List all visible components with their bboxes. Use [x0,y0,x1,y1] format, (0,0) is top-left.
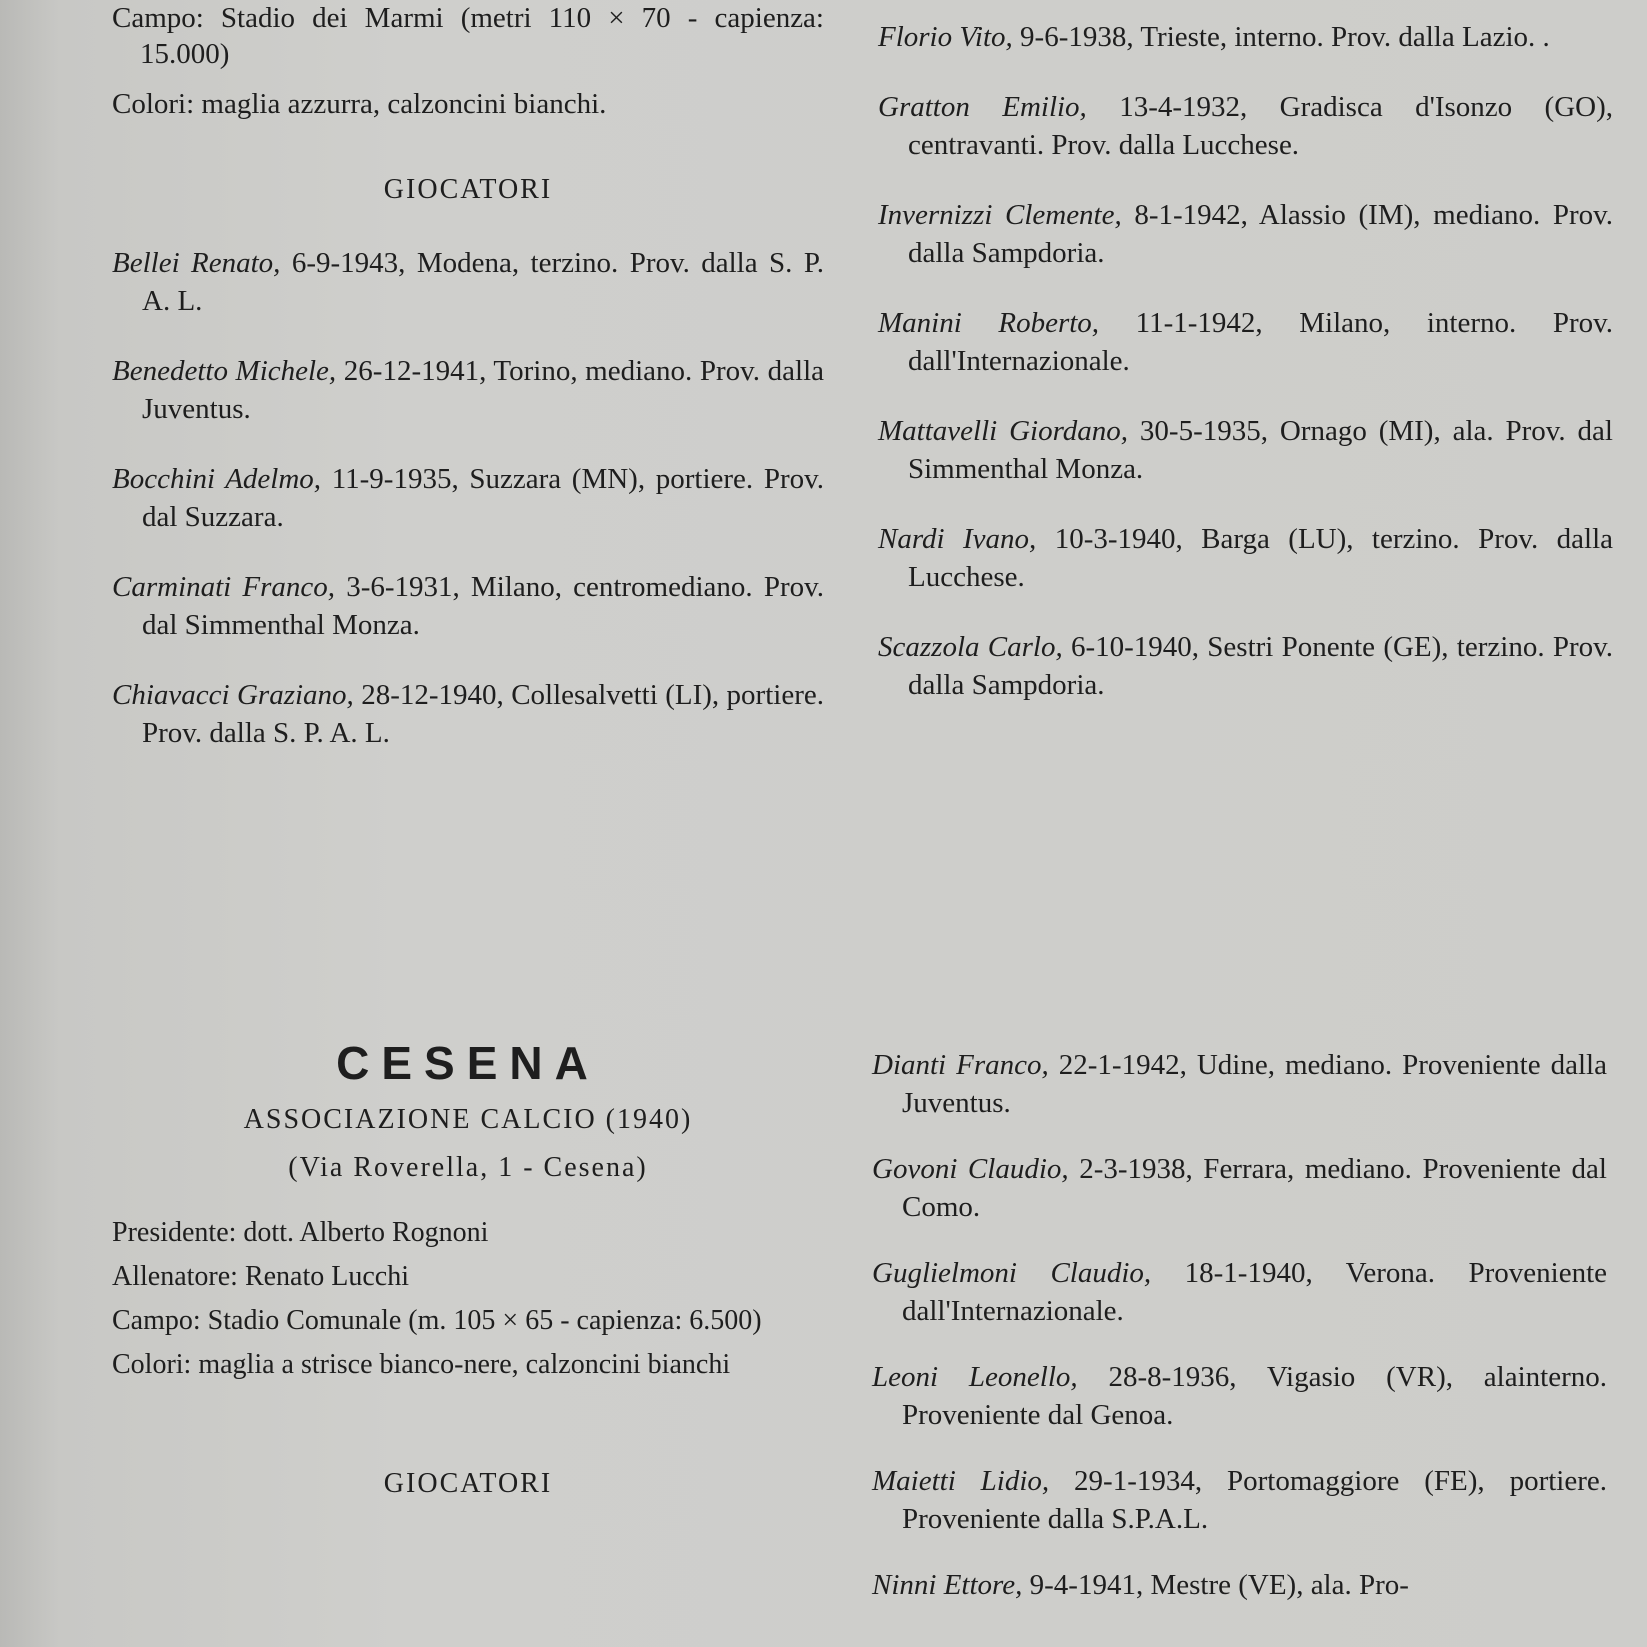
player-entry [878,88,1613,164]
player-name: Nardi Ivano, [878,523,1037,555]
bottom-right-column [872,1046,1607,1604]
player-name: Guglielmoni Claudio, [872,1257,1152,1289]
player-entry [878,18,1613,56]
player-details: 9-4-1941, Mestre (VE), ala. Pro- [1022,1569,1409,1601]
association-name: ASSOCIAZIONE CALCIO (1940) [243,1104,693,1135]
player-name: Bocchini Adelmo, [112,463,322,495]
player-name: Chiavacci Graziano, [112,679,354,711]
player-entry [878,628,1613,704]
player-entry [112,244,824,320]
allenatore-text: Allenatore: Renato Lucchi [112,1261,409,1292]
top-right-column [878,18,1613,736]
player-name: Florio Vito, [878,21,1013,53]
player-entry [872,1462,1607,1538]
player-name: Maietti Lidio, [872,1465,1050,1497]
player-details: 2-3-1938, Ferrara, mediano. Proveniente dal Como. [902,1153,1607,1223]
player-entry [872,1358,1607,1434]
team-title: CESENA [336,1037,600,1089]
colori-text: Colori: maglia a strisce bianco-nere, calzoncini bianchi [112,1349,731,1380]
section-heading: GIOCATORI [383,174,553,205]
player-name: Scazzola Carlo, [878,631,1063,663]
player-name: Invernizzi Clemente, [878,199,1122,231]
player-entry [112,676,824,752]
player-name: Manini Roberto, [878,307,1100,339]
player-details: 30-5-1935, Ornago (MI), ala. Prov. dal Simmenthal Monza. [908,415,1613,485]
player-details: 8-1-1942, Alassio (IM), mediano. Prov. dalla Sampdoria. [908,199,1614,269]
top-left-column [112,0,824,784]
player-entry [112,352,824,428]
player-details: 28-8-1936, Vigasio (VR), alainterno. Proveniente dal Genoa. [902,1361,1607,1431]
player-details: 6-10-1940, Sestri Ponente (GE), terzino. Prov. dalla Sampdoria. [908,631,1613,701]
player-entry [872,1046,1607,1122]
player-name: Govoni Claudio, [872,1153,1069,1185]
player-name: Bellei Renato, [112,247,281,279]
player-details: 18-1-1940, Verona. Proveniente dall'Internazionale. [902,1257,1608,1327]
player-name: Dianti Franco, [872,1049,1049,1081]
player-details: 26-12-1941, Torino, mediano. Prov. dalla Juventus. [142,355,824,425]
player-entry [112,568,824,644]
player-details: 11-1-1942, Milano, interno. Prov. dall'Internazionale. [908,307,1614,377]
player-entry [878,304,1613,380]
player-details: 22-1-1942, Udine, mediano. Proveniente dalla Juventus. [902,1049,1607,1119]
player-entry [878,412,1613,488]
player-details: 10-3-1940, Barga (LU), terzino. Prov. dalla Lucchese. [908,523,1614,593]
section-heading: GIOCATORI [383,1468,553,1499]
campo-text: Campo: Stadio Comunale (m. 105 × 65 - capienza: 6.500) [112,1305,762,1336]
colori-text: Colori: maglia azzurra, calzoncini bianchi. [112,88,607,120]
player-details: 28-12-1940, Collesalvetti (LI), portiere. Prov. dalla S. P. A. L. [142,679,824,749]
player-entry [872,1254,1607,1330]
presidente-text: Presidente: dott. Alberto Rognoni [112,1217,489,1248]
player-name: Mattavelli Giordano, [878,415,1129,447]
player-details: 6-9-1943, Modena, terzino. Prov. dalla S. P. A. L. [142,247,824,317]
player-entry [872,1150,1607,1226]
player-entry [112,460,824,536]
player-name: Benedetto Michele, [112,355,337,387]
player-name: Leoni Leonello, [872,1361,1078,1393]
player-details: 11-9-1935, Suzzara (MN), portiere. Prov. dal Suzzara. [142,463,824,533]
club-address: (Via Roverella, 1 - Cesena) [288,1152,648,1183]
campo-text: Campo: Stadio dei Marmi (metri 110 × 70 - capienza: 15.000) [112,2,824,70]
player-entry [872,1566,1607,1604]
player-details: 3-6-1931, Milano, centromediano. Prov. dal Simmenthal Monza. [142,571,824,641]
player-details: 9-6-1938, Trieste, interno. Prov. dalla Lazio. . [1012,21,1550,53]
player-entry [878,520,1613,596]
player-name: Ninni Ettore, [872,1569,1023,1601]
player-name: Gratton Emilio, [878,91,1087,123]
player-entry [878,196,1613,272]
bottom-left-column [112,1036,824,1538]
player-details: 29-1-1934, Portomaggiore (FE), portiere. Proveniente dalla S.P.A.L. [902,1465,1607,1535]
player-name: Carminati Franco, [112,571,336,603]
player-details: 13-4-1932, Gradisca d'Isonzo (GO), centravanti. Prov. dalla Lucchese. [908,91,1613,161]
